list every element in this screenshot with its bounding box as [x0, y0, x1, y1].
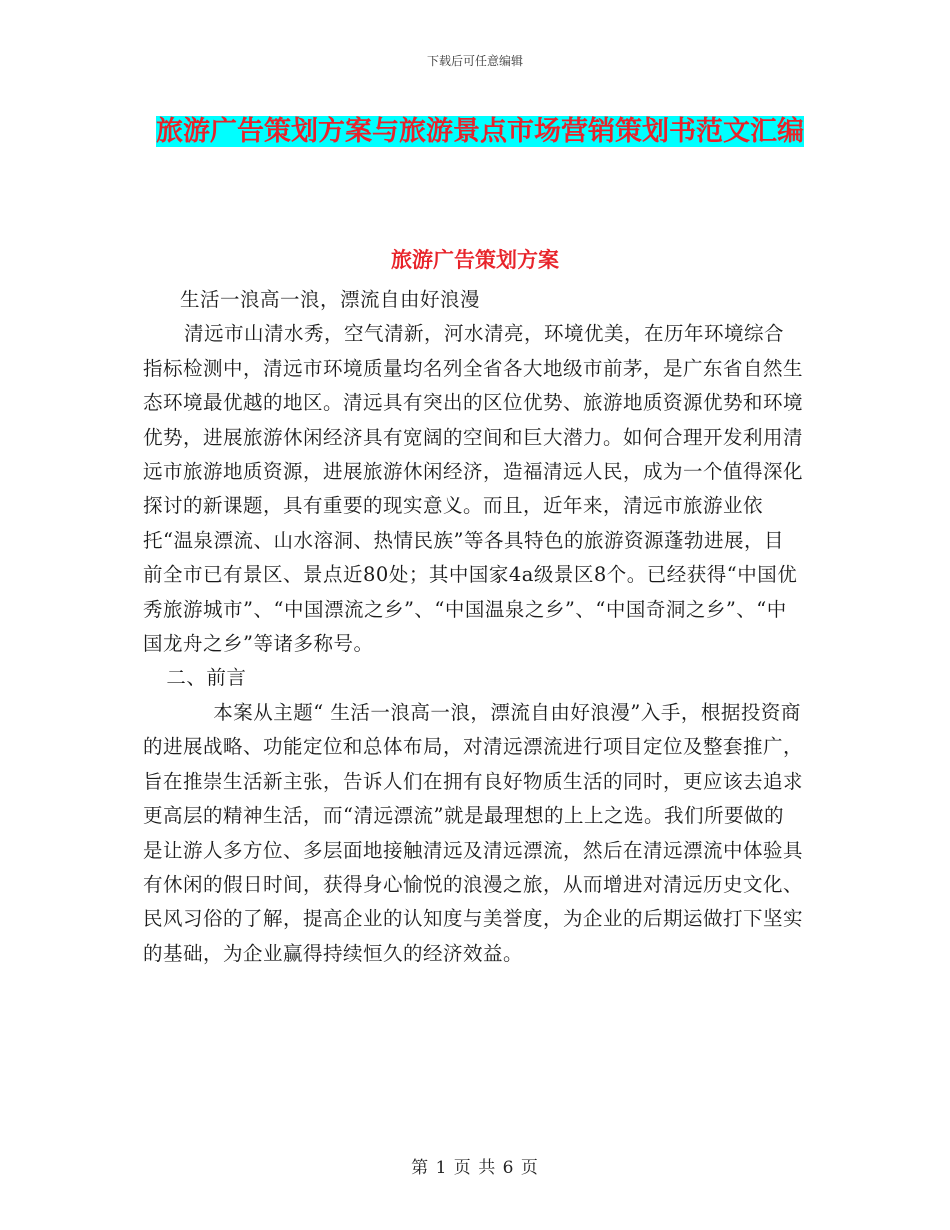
slogan-paragraph: 生活一浪高一浪，漂流自由好浪漫	[180, 288, 481, 311]
intro-paragraph: 清远市山清水秀，空气清新，河水清亮，环境优美，在历年环境综合指标检测中，清远市环境质量均名列全省各大地级市前茅，是广东省自然生态环境最优越的地区。清远具有突出的区位优势、旅游地质资源优势和环境优势，进展旅游休闲经济具有宽阔的空间和巨大潜力。如何合理开发利用清远市旅游地质资源，进展旅游休闲经济，造福清远人民，成为一个值得深化探讨的新课题，具有重要的现实意义。而且，近年来，清远市旅游业依托“温泉漂流、山水溶洞、热情民族”等各具特色的旅游资源蓬勃进展，目前全市已有景区、景点近80处；其中国家4a级景区8个。已经获得“中国优秀旅游城市”、“中国漂流之乡”、“中国温泉之乡”、“中国奇洞之乡”、“中国龙舟之乡”等诸多称号。	[143, 322, 804, 656]
document-body	[143, 283, 803, 971]
preface-heading: 二、前言	[166, 666, 247, 690]
document-title-text: 旅游广告策划方案与旅游景点市场营销策划书范文汇编	[156, 116, 804, 147]
page-header-note: 下载后可任意编辑	[426, 54, 523, 68]
document-title	[150, 108, 810, 156]
section-title: 旅游广告策划方案	[391, 247, 559, 272]
preface-paragraph: 本案从主题“ 生活一浪高一浪，漂流自由好浪漫”入手，根据投资商的进展战略、功能定位和总体布局，对清远漂流进行项目定位及整套推广，旨在推崇生活新主张，告诉人们在拥有良好物质生活的同时，更应该去追求更高层的精神生活，而“清远漂流”就是最理想的上上之选。我们所要做的是让游人多方位、多层面地接触清远及清远漂流，然后在清远漂流中体验具有休闲的假日时间，获得身心愉悦的浪漫之旅，从而增进对清远历史文化、民风习俗的了解，提高企业的认知度与美誉度，为企业的后期运做打下坚实的基础，为企业赢得持续恒久的经济效益。	[143, 700, 804, 965]
page-number: 第 1 页 共 6 页	[411, 1158, 539, 1178]
